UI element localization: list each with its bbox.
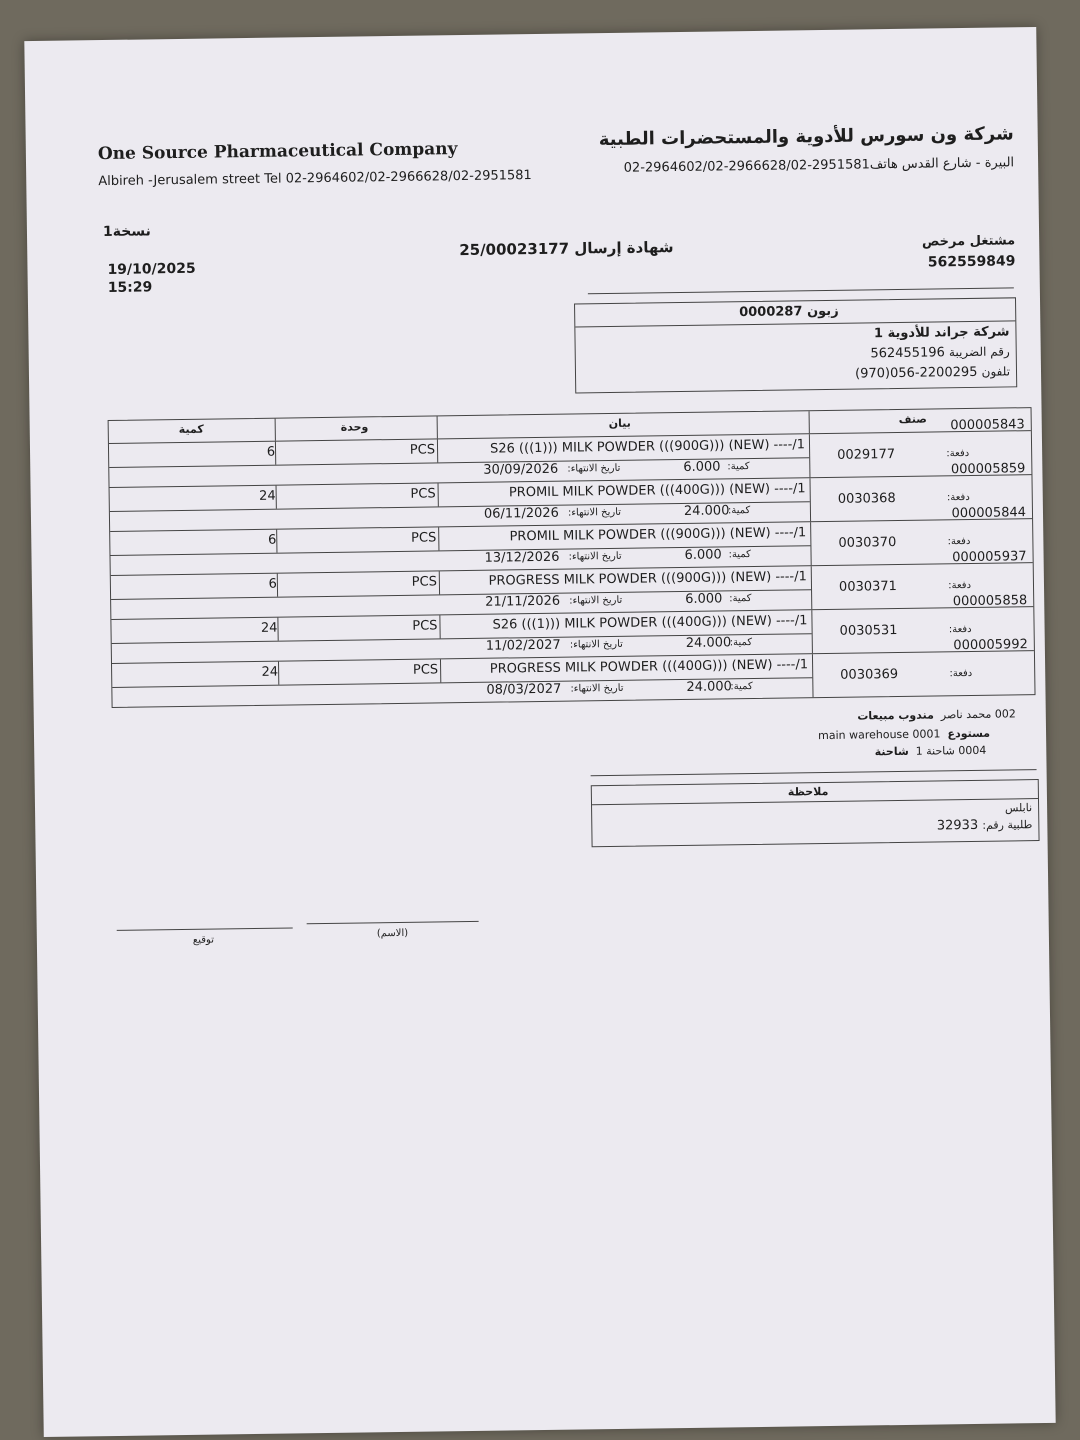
company-address-en: Albireh -Jerusalem street Tel 02-2964602/02-2966628/02-2951581 — [98, 168, 532, 190]
row-batch-label: دفعة: — [948, 623, 972, 636]
row-expiry-label: تاريخ الانتهاء: — [569, 638, 623, 651]
signature-line — [117, 927, 293, 930]
row-batch-qty: 24.000 — [686, 679, 732, 695]
col-divider — [275, 419, 276, 441]
row-qty-label: كمية: — [727, 505, 751, 517]
document-title-ar: شهادة إرسال — [574, 238, 674, 258]
row-batch: 0030369 — [840, 666, 899, 683]
row-unit: PCS — [411, 574, 437, 590]
header-unit: وحدة — [340, 420, 369, 434]
row-expiry: 13/12/2026 — [484, 549, 560, 566]
row-description: PROMIL MILK POWDER (((400G))) (NEW) ----/1 — [508, 481, 806, 501]
row-batch-label: دفعة: — [946, 491, 970, 504]
col-divider — [810, 522, 812, 565]
row-batch: 0030531 — [839, 622, 898, 639]
note-label: ملاحظة — [787, 784, 829, 799]
row-qty: 24 — [261, 664, 279, 680]
col-divider — [811, 610, 813, 653]
row-qty-label: كمية: — [729, 637, 753, 649]
truck-label: شاحنة — [874, 744, 909, 759]
sales-rep-line — [857, 707, 1016, 722]
col-divider — [439, 571, 440, 594]
warehouse-value: main warehouse 0001 — [817, 727, 941, 743]
header-qty: كمية — [178, 422, 204, 437]
row-description: PROMIL MILK POWDER (((900G))) (NEW) ----/1 — [509, 525, 807, 545]
row-expiry: 11/02/2027 — [485, 637, 561, 654]
customer-label: زبون — [806, 303, 839, 320]
row-item-code: 000005858 — [952, 593, 1028, 610]
row-qty: 6 — [266, 444, 276, 460]
row-item-code: 000005937 — [952, 549, 1027, 566]
row-expiry-label: تاريخ الانتهاء: — [569, 594, 623, 607]
company-phones-ar: 02-2964602/02-2966628/02-2951581 — [623, 157, 870, 176]
name-label: (الاسم) — [376, 927, 409, 940]
row-description: PROGRESS MILK POWDER (((400G))) (NEW) ----/1 — [489, 657, 809, 677]
license-number: 562559849 — [927, 253, 1016, 271]
row-qty-label: كمية: — [727, 461, 750, 473]
company-address-ar-text: البيرة - شارع القدس هاتف — [869, 155, 1015, 173]
row-batch: 0030368 — [837, 491, 896, 507]
row-expiry: 21/11/2026 — [485, 593, 561, 610]
customer-code: 0000287 — [739, 304, 803, 321]
sales-rep-label: مندوب مبيعات — [857, 708, 934, 723]
col-divider — [439, 615, 440, 638]
row-unit: PCS — [412, 662, 439, 678]
order-number: 32933 — [936, 817, 979, 834]
row-qty: 6 — [268, 576, 278, 592]
row-item-code: 000005844 — [951, 505, 1027, 522]
col-divider — [811, 566, 813, 609]
col-divider — [438, 483, 439, 506]
document-number: 25/00023177 — [459, 239, 570, 260]
items-table — [108, 407, 1036, 708]
row-qty: 6 — [267, 532, 277, 548]
document-time: 15:29 — [107, 279, 153, 296]
col-divider — [812, 654, 814, 697]
row-expiry: 06/11/2026 — [483, 505, 559, 522]
customer-tax-label: رقم الضريبة — [948, 344, 1010, 360]
row-item-code: 000005859 — [950, 461, 1026, 478]
name-line — [307, 921, 479, 924]
row-batch: 0030371 — [838, 579, 898, 595]
col-divider — [437, 416, 438, 438]
row-expiry-label: تاريخ الانتهاء: — [567, 462, 621, 475]
row-batch: 0029177 — [837, 447, 896, 463]
col-divider — [277, 574, 278, 597]
company-address-ar — [624, 155, 1015, 175]
row-unit: PCS — [410, 486, 436, 502]
note-divider — [591, 769, 1037, 776]
customer-phone-line — [855, 364, 1010, 381]
row-description: S26 (((1))) MILK POWDER (((900G))) (NEW) ----/1 — [489, 437, 806, 457]
row-expiry: 30/09/2026 — [483, 461, 559, 478]
row-expiry-label: تاريخ الانتهاء: — [567, 506, 622, 519]
customer-name: شركة جراند للأدوية 1 — [873, 324, 1010, 342]
row-item-code: 000005992 — [953, 637, 1028, 654]
col-divider — [809, 434, 811, 477]
customer-code-line — [739, 304, 839, 320]
license-label: مشتغل مرخص — [921, 233, 1016, 250]
col-divider — [809, 478, 811, 521]
warehouse-line — [818, 727, 990, 742]
customer-phone: (970)056-2200295 — [855, 364, 978, 382]
row-qty: 24 — [260, 620, 278, 636]
row-batch-label: دفعة: — [947, 535, 971, 548]
row-batch-qty: 6.000 — [684, 547, 722, 563]
header-description: بيان — [608, 416, 631, 431]
row-batch-qty: 24.000 — [683, 503, 730, 519]
row-qty-label: كمية: — [730, 681, 753, 693]
delivery-certificate-sheet — [24, 27, 1055, 1437]
company-name-ar: شركة ون سورس للأدوية والمستحضرات الطبية — [598, 123, 1014, 151]
row-unit: PCS — [409, 442, 436, 458]
row-expiry-label: تاريخ الانتهاء: — [570, 682, 624, 695]
row-description: S26 (((1))) MILK POWDER (((400G))) (NEW) ----/1 — [492, 613, 808, 633]
col-divider — [275, 442, 276, 465]
signature-label: توقيع — [192, 934, 215, 946]
col-divider — [437, 439, 438, 462]
truck-line — [875, 744, 987, 759]
row-qty-label: كمية: — [728, 549, 751, 561]
note-city: نابلس — [1004, 801, 1033, 815]
row-description: PROGRESS MILK POWDER (((900G))) (NEW) ----/1 — [488, 569, 807, 589]
row-expiry-label: تاريخ الانتهاء: — [568, 550, 622, 563]
customer-tax-line — [870, 344, 1010, 361]
row-batch: 0030370 — [838, 535, 897, 551]
row-batch-label: دفعة: — [948, 579, 972, 592]
row-batch-label: دفعة: — [946, 447, 970, 460]
col-divider — [440, 659, 441, 682]
customer-box — [574, 297, 1017, 393]
row-item-code: 000005843 — [950, 417, 1025, 434]
row-batch-qty: 24.000 — [685, 635, 732, 651]
company-name-en: One Source Pharmaceutical Company — [97, 139, 458, 165]
row-unit: PCS — [412, 618, 438, 634]
col-divider — [276, 530, 277, 553]
document-date: 19/10/2025 — [107, 260, 196, 278]
row-unit: PCS — [411, 530, 437, 546]
customer-phone-label: تلفون — [981, 364, 1011, 379]
order-label: طلبية رقم: — [982, 818, 1033, 832]
col-divider — [276, 486, 277, 509]
header-divider — [588, 287, 1014, 294]
header-item: صنف — [898, 412, 927, 426]
col-divider — [809, 411, 810, 433]
order-line — [937, 817, 1033, 833]
col-divider — [277, 618, 278, 641]
row-qty: 24 — [259, 488, 276, 504]
document-title — [459, 238, 674, 259]
row-batch-qty: 6.000 — [683, 459, 721, 475]
row-expiry: 08/03/2027 — [486, 681, 562, 698]
sales-rep-value: 002 محمد ناصر — [940, 707, 1016, 722]
customer-tax-number: 562455196 — [870, 345, 945, 362]
row-batch-label: دفعة: — [949, 667, 973, 680]
note-box — [591, 779, 1040, 847]
warehouse-label: مستودع — [947, 726, 991, 741]
col-divider — [278, 662, 279, 685]
row-batch-qty: 6.000 — [685, 591, 723, 607]
row-qty-label: كمية: — [729, 593, 752, 605]
col-divider — [438, 527, 439, 550]
truck-value: 0004 شاحنة 1 — [915, 743, 987, 758]
note-box-divider — [592, 798, 1038, 805]
copy-label: نسخة1 — [102, 223, 151, 241]
